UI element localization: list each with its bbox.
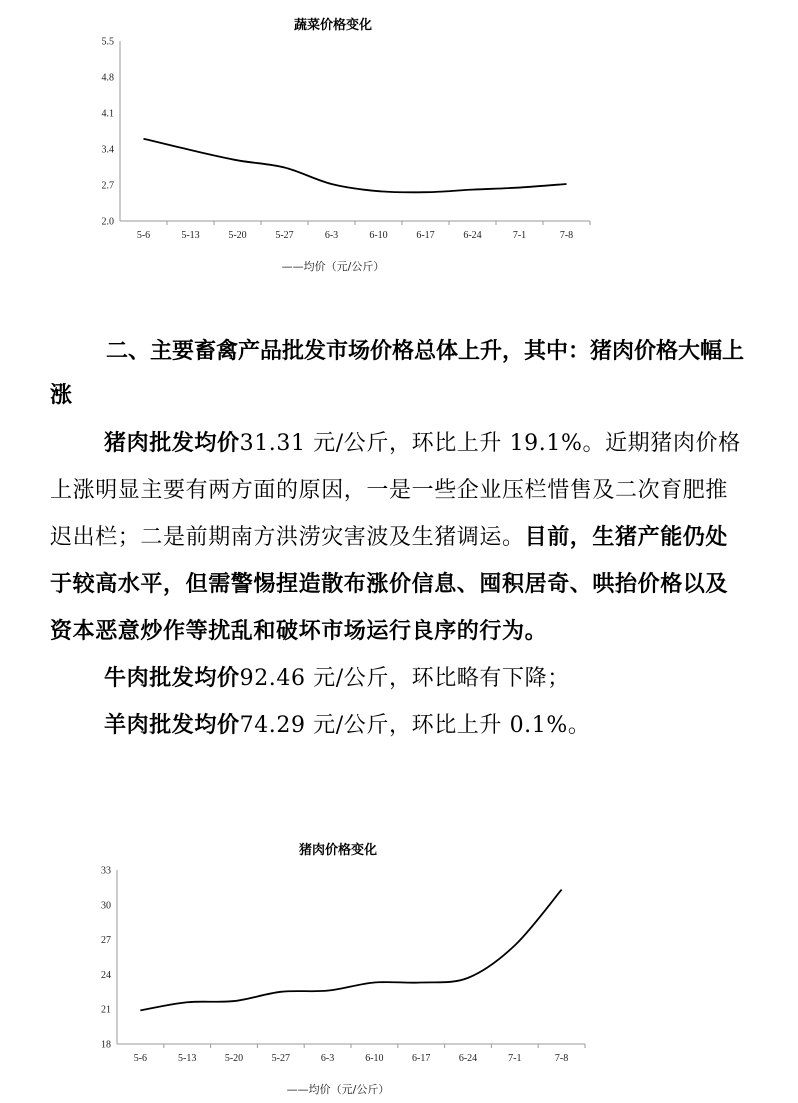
x-tick-label: 5-20: [228, 230, 247, 241]
pork-bold-text: 目前，生猪产能仍处于较高水平，但需警惕捏造散布涨价信息、囤积居奇、哄抬价格以及资本恶意炒作等扰乱和破坏市场运行良序的行为。: [50, 525, 729, 644]
x-tick-label: 5-13: [181, 230, 200, 241]
x-tick-label: 6-24: [458, 1053, 478, 1064]
x-tick-label: 6-10: [369, 230, 388, 241]
x-tick-label: 6-24: [463, 230, 482, 241]
mutton-lead: 羊肉批发均价: [104, 713, 240, 738]
y-tick-label: 2.7: [101, 180, 114, 192]
pork-text: 31.31 元/公斤，环比上升 19.1%。近期猪肉价格上涨明显主要有两方面的原因，一是一些企业压栏惜售及二次育肥推迟出栏；二是前期南方洪涝灾害波及生猪调运。: [50, 431, 741, 550]
x-tick-label: 5-6: [136, 230, 151, 241]
vegetable-price-chart-svg: [80, 10, 600, 280]
section-heading: 二、主要畜禽产品批发市场价格总体上升，其中：猪肉价格大幅上涨: [50, 339, 745, 408]
y-tick-label: 24: [101, 969, 111, 981]
x-tick-label: 7-1: [508, 1053, 522, 1064]
y-tick-label: 27: [101, 935, 111, 947]
series-line: [140, 890, 561, 1011]
y-tick-label: 2.0: [101, 216, 114, 228]
mutton-text: 74.29 元/公斤，环比上升 0.1%。: [239, 713, 591, 738]
x-tick-label: 7-8: [554, 1053, 569, 1064]
pork-price-chart-svg: [80, 835, 600, 1100]
x-tick-label: 7-1: [512, 230, 527, 241]
chart-legend: ——均价（元/公斤）: [281, 260, 385, 273]
x-tick-label: 5-27: [275, 230, 294, 241]
chart-title: 猪肉价格变化: [298, 843, 378, 858]
x-tick-label: 5-27: [271, 1053, 290, 1064]
beef-paragraph: [50, 655, 750, 702]
pork-lead: 猪肉批发均价: [104, 431, 240, 456]
chart-legend: ——均价（元/公斤）: [286, 1083, 390, 1096]
y-tick-label: 21: [101, 1004, 111, 1016]
chart-title: 蔬菜价格变化: [293, 18, 373, 33]
beef-text: 92.46 元/公斤，环比略有下降；: [239, 666, 570, 691]
y-tick-label: 33: [101, 865, 111, 877]
y-tick-label: 3.4: [101, 144, 114, 156]
vegetable-price-chart: [80, 10, 600, 280]
beef-lead: 牛肉批发均价: [104, 666, 240, 691]
x-tick-label: 5-6: [133, 1053, 148, 1064]
x-tick-label: 5-13: [178, 1053, 197, 1064]
y-tick-label: 4.1: [101, 108, 114, 120]
pork-price-chart: [80, 835, 600, 1100]
x-tick-label: 6-17: [416, 230, 435, 241]
y-tick-label: 30: [101, 900, 111, 912]
x-tick-label: 5-20: [224, 1053, 244, 1064]
y-tick-label: 18: [101, 1039, 111, 1051]
y-tick-label: 4.8: [101, 72, 114, 84]
x-tick-label: 6-17: [412, 1053, 431, 1064]
x-tick-label: 6-3: [320, 1053, 335, 1064]
mutton-paragraph: [50, 702, 750, 749]
x-tick-label: 6-3: [324, 230, 339, 241]
series-line: [144, 139, 567, 193]
text-section: [50, 330, 750, 749]
x-tick-label: 7-8: [559, 230, 574, 241]
y-tick-label: 5.5: [101, 36, 114, 48]
x-tick-label: 6-10: [365, 1053, 384, 1064]
pork-paragraph: [50, 420, 750, 655]
